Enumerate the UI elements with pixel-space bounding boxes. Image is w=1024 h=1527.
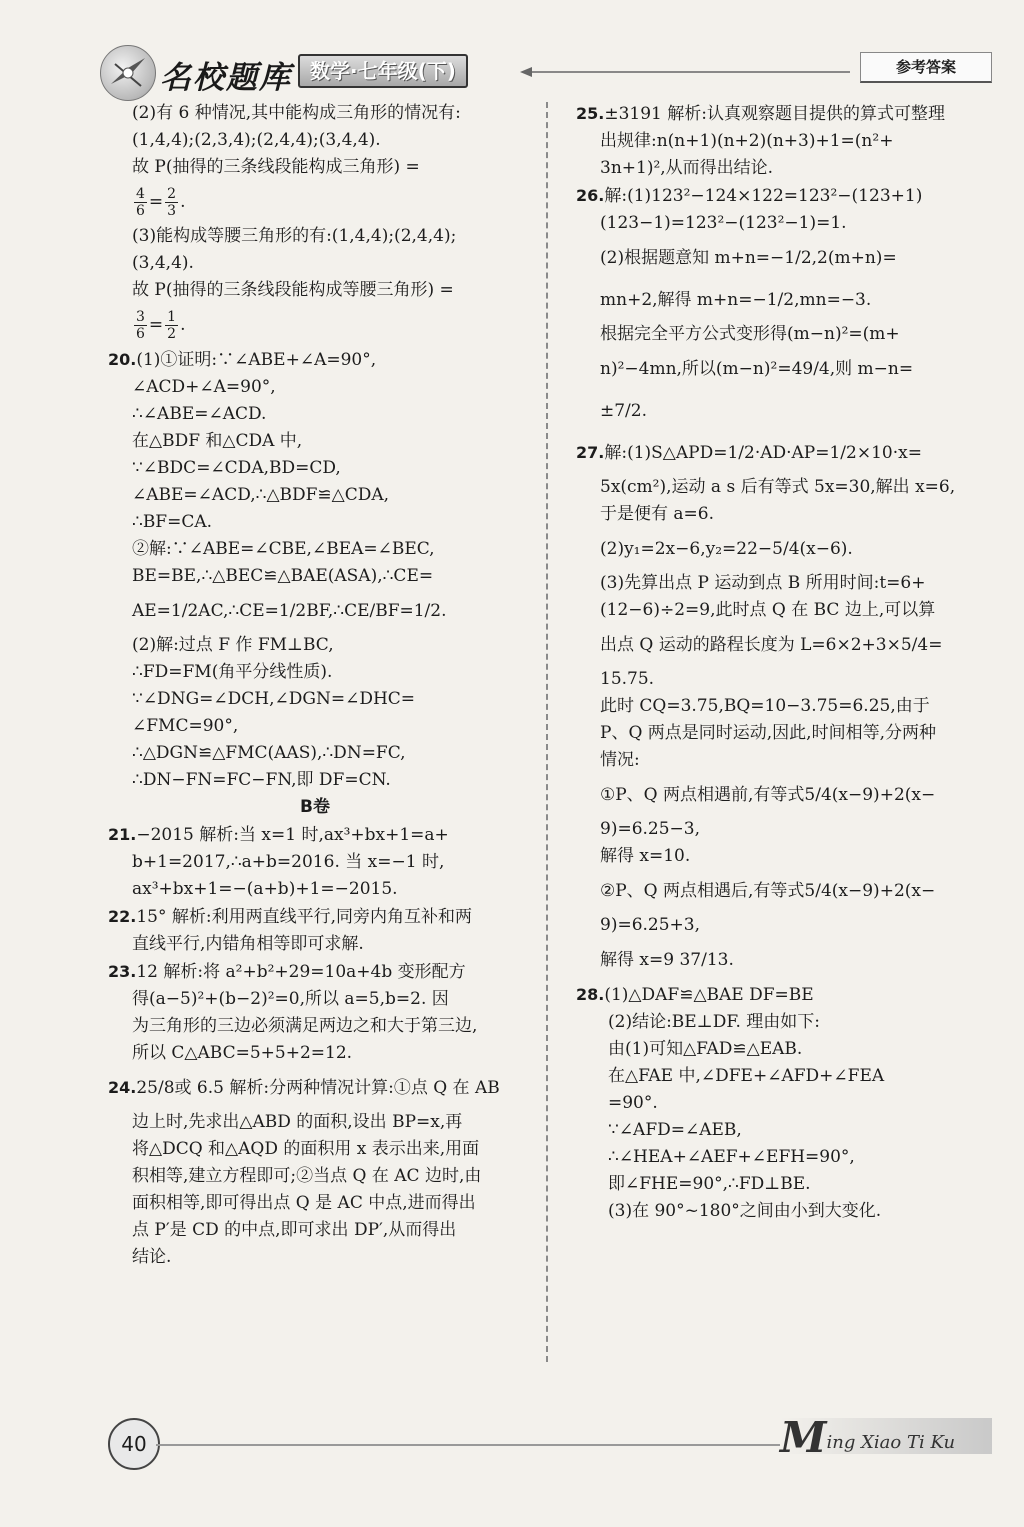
text-line: 边上时,先求出△ABD 的面积,设出 BP=x,再 xyxy=(132,1112,463,1132)
text-line: ±7/2. xyxy=(600,401,648,421)
text-line: (3)先算出点 P 运动到点 B 所用时间:t=6+ xyxy=(600,573,926,593)
text-line: 情况: xyxy=(600,750,640,770)
text-line: (3)能构成等腰三角形的有:(1,4,4);(2,4,4); xyxy=(132,226,457,246)
text-line: 解得 x=10. xyxy=(600,846,691,866)
text-line: mn+2,解得 m+n=−1/2,mn=−3. xyxy=(600,290,872,310)
fraction: $\frac{4}{6}$ xyxy=(136,186,145,219)
text-line: (1,4,4);(2,3,4);(2,4,4);(3,4,4). xyxy=(132,130,381,150)
question-21: 21.−2015 解析:当 x=1 时,ax³+bx+1=a+ xyxy=(108,825,449,845)
subject-label: 数学·七年级(下) xyxy=(298,54,468,88)
text-line: (2)解:过点 F 作 FM⊥BC, xyxy=(132,635,334,655)
text-line: ∵∠BDC=∠CDA,BD=CD, xyxy=(132,458,341,478)
text-line: (123−1)=123²−(123²−1)=1. xyxy=(600,213,847,233)
text-line: (2)y₁=2x−6,y₂=22−5/4(x−6). xyxy=(600,539,853,559)
question-26: 26.解:(1)123²−124×122=123²−(123+1) xyxy=(576,186,923,206)
text-line: n)²−4mn,所以(m−n)²=49/4,则 m−n= xyxy=(600,359,914,379)
text-line: ax³+bx+1=−(a+b)+1=−2015. xyxy=(132,879,398,899)
question-27: 27.解:(1)S△APD=1/2·AD·AP=1/2×10·x= xyxy=(576,443,922,463)
text-line: (3)在 90°~180°之间由小到大变化. xyxy=(608,1201,882,1221)
text-line: ∠ABE=∠ACD,∴△BDF≌△CDA, xyxy=(132,485,390,505)
fraction-line: $\frac{4}{6}$ = $\frac{2}{3}$ . xyxy=(136,186,186,219)
logo-icon xyxy=(100,45,156,101)
footer-brand-initial: M xyxy=(780,1413,827,1462)
text-line: 在△FAE 中,∠DFE+∠AFD+∠FEA xyxy=(608,1066,885,1086)
text-line: ∴DN−FN=FC−FN,即 DF=CN. xyxy=(132,770,391,790)
text-line: ∴△DGN≌△FMC(AAS),∴DN=FC, xyxy=(132,743,406,763)
text-line: 出点 Q 运动的路程长度为 L=6×2+3×5/4= xyxy=(600,635,943,655)
text-line: 15.75. xyxy=(600,669,655,689)
text-line: (3,4,4). xyxy=(132,253,194,273)
text-line: 积相等,建立方程即可;②当点 Q 在 AC 边时,由 xyxy=(132,1166,482,1186)
text-line: AE=1/2AC,∴CE=1/2BF,∴CE/BF=1/2. xyxy=(132,601,447,621)
text-line: 出规律:n(n+1)(n+2)(n+3)+1=(n²+ xyxy=(600,131,894,151)
text-line: (2)根据题意知 m+n=−1/2,2(m+n)= xyxy=(600,248,897,268)
text-line: 即∠FHE=90°,∴FD⊥BE. xyxy=(608,1174,811,1194)
text-line: P、Q 两点是同时运动,因此,时间相等,分两种 xyxy=(600,723,936,743)
text-line: (2)有 6 种情况,其中能构成三角形的情况有: xyxy=(132,103,461,123)
text-line: (2)结论:BE⊥DF. 理由如下: xyxy=(608,1012,821,1032)
question-24: 24.25/8或 6.5 解析:分两种情况计算:①点 Q 在 AB xyxy=(108,1078,500,1098)
text-line: 在△BDF 和△CDA 中, xyxy=(132,431,303,451)
text-line: b+1=2017,∴a+b=2016. 当 x=−1 时, xyxy=(132,852,445,872)
text-line: ∴∠ABE=∠ACD. xyxy=(132,404,267,424)
fraction: $\frac{1}{2}$ xyxy=(167,309,177,342)
text-line: =90°. xyxy=(608,1093,658,1113)
text-line: 点 P′是 CD 的中点,即可求出 DP′,从而得出 xyxy=(132,1220,457,1240)
text-line: ∵∠DNG=∠DCH,∠DGN=∠DHC= xyxy=(132,689,416,709)
text-line: 为三角形的三边必须满足两边之和大于第三边, xyxy=(132,1016,478,1036)
answer-tab: 参考答案 xyxy=(860,52,992,83)
text-line: 此时 CQ=3.75,BQ=10−3.75=6.25,由于 xyxy=(600,696,930,716)
question-25: 25.±3191 解析:认真观察题目提供的算式可整理 xyxy=(576,104,945,124)
fraction: $\frac{3}{6}$ xyxy=(136,309,145,342)
text-line: ∴∠HEA+∠AEF+∠EFH=90°, xyxy=(608,1147,855,1167)
text-line: ①P、Q 两点相遇前,有等式5/4(x−9)+2(x− xyxy=(600,785,936,805)
text-line: 结论. xyxy=(132,1247,172,1267)
brand-title: 名校题库 xyxy=(160,60,292,96)
arrow-decoration xyxy=(520,67,850,77)
question-20: 20.(1)①证明:∵∠ABE+∠A=90°, xyxy=(108,350,377,370)
fraction: $\frac{2}{3}$ xyxy=(167,186,177,219)
text-line: 于是便有 a=6. xyxy=(600,504,715,524)
question-22: 22.15° 解析:利用两直线平行,同旁内角互补和两 xyxy=(108,907,473,927)
text-line: 解得 x=9 37/13. xyxy=(600,950,734,970)
text-line: 得(a−5)²+(b−2)²=0,所以 a=5,b=2. 因 xyxy=(132,989,449,1009)
text-line: 所以 C△ABC=5+5+2=12. xyxy=(132,1043,353,1063)
text-line: 直线平行,内错角相等即可求解. xyxy=(132,934,364,954)
column-divider xyxy=(546,102,548,1362)
text-line: BE=BE,∴△BEC≌△BAE(ASA),∴CE= xyxy=(132,566,434,586)
question-23: 23.12 解析:将 a²+b²+29=10a+4b 变形配方 xyxy=(108,962,466,982)
footer-rule xyxy=(156,1444,796,1446)
text-line: 根据完全平方公式变形得(m−n)²=(m+ xyxy=(600,324,900,344)
question-28: 28.(1)△DAF≌△BAE DF=BE xyxy=(576,985,814,1005)
text-line: ∠ACD+∠A=90°, xyxy=(132,377,276,397)
footer-brand-text: ing Xiao Ti Ku xyxy=(826,1432,956,1453)
text-line: 5x(cm²),运动 a s 后有等式 5x=30,解出 x=6, xyxy=(600,477,956,497)
page-number: 40 xyxy=(108,1418,160,1470)
right-column xyxy=(576,100,994,1225)
text-line: ②P、Q 两点相遇后,有等式5/4(x−9)+2(x− xyxy=(600,881,936,901)
page-header xyxy=(0,40,1024,102)
text-line: 将△DCQ 和△AQD 的面积用 x 表示出来,用面 xyxy=(132,1139,480,1159)
text-line: ∴FD=FM(角平分线性质). xyxy=(132,662,333,682)
text-line: ②解:∵∠ABE=∠CBE,∠BEA=∠BEC, xyxy=(132,539,435,559)
text-line: 面积相等,即可得出点 Q 是 AC 中点,进而得出 xyxy=(132,1193,476,1213)
text-line: ∴BF=CA. xyxy=(132,512,213,532)
text-line: 故 P(抽得的三条线段能构成等腰三角形) = xyxy=(132,280,454,300)
left-column xyxy=(108,100,522,1271)
text-line: ∠FMC=90°, xyxy=(132,716,239,736)
footer-brand xyxy=(780,1413,992,1462)
section-heading: B卷 xyxy=(300,797,330,817)
text-line: 由(1)可知△FAD≌△EAB. xyxy=(608,1039,803,1059)
text-line: 9)=6.25−3, xyxy=(600,819,701,839)
fraction-line: $\frac{3}{6}$ = $\frac{1}{2}$ . xyxy=(136,309,186,342)
text-line: 9)=6.25+3, xyxy=(600,915,701,935)
text-line: 3n+1)²,从而得出结论. xyxy=(600,158,774,178)
text-line: ∵∠AFD=∠AEB, xyxy=(608,1120,742,1140)
text-line: 故 P(抽得的三条线段能构成三角形) = xyxy=(132,157,420,177)
text-line: (12−6)÷2=9,此时点 Q 在 BC 边上,可以算 xyxy=(600,600,936,620)
